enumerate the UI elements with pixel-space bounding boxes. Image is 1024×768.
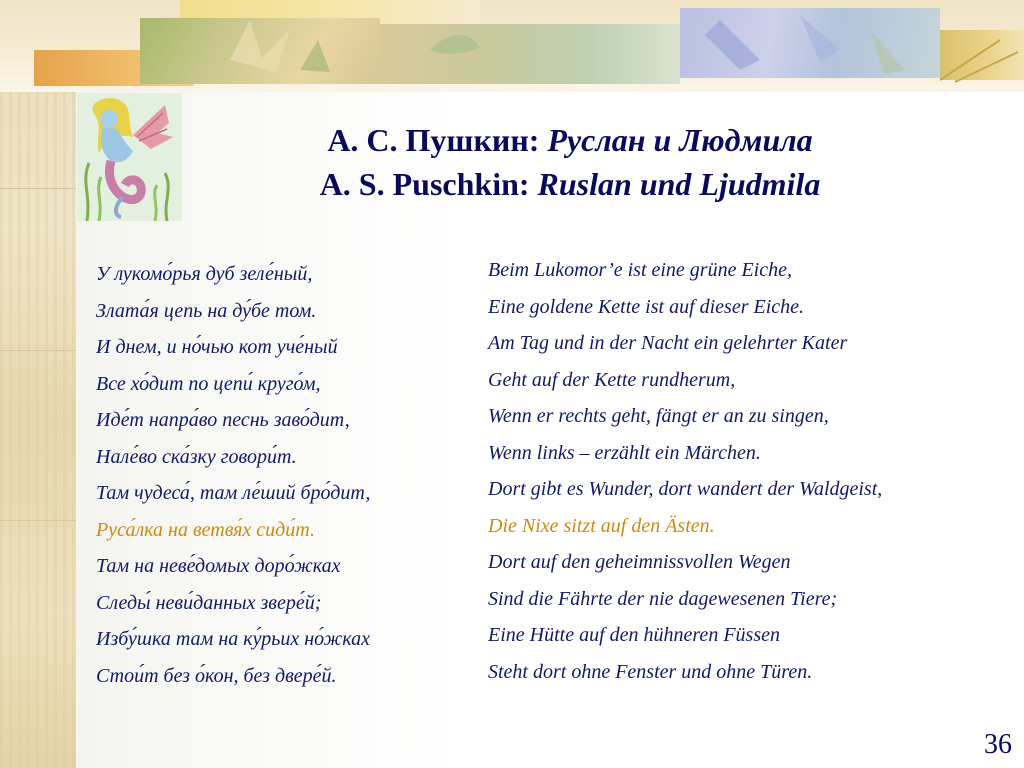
border-seam — [0, 520, 76, 521]
poem-line-highlight: Die Nixe sitzt auf den Ästen. — [488, 514, 715, 537]
poem-line: Dort gibt es Wunder, dort wandert der Waldgeist, — [488, 478, 883, 500]
title-de-work: Ruslan und Ljudmila — [537, 166, 821, 202]
poem-line: Иде́т напра́во песнь заво́дит, — [96, 409, 350, 431]
poem-line: Am Tag und in der Nacht ein gelehrter Kater — [488, 332, 848, 354]
poem-line: Все хо́дит по цепи́ круго́м, — [96, 372, 321, 395]
poem-line: Dort auf den geheimnissvollen Wegen — [488, 551, 791, 573]
poem-line: Eine Hütte auf den hühneren Füssen — [488, 624, 780, 646]
poem-line: Geht auf der Kette rundherum, — [488, 368, 736, 391]
poem-line: Eine goldene Kette ist auf dieser Eiche. — [488, 295, 805, 318]
mermaid-illustration — [77, 93, 182, 221]
poem-line: Wenn links – erzählt ein Märchen. — [488, 441, 761, 464]
poem-line: И днем, и но́чью кот уче́ный — [96, 336, 338, 358]
title-ru-author: А. С. Пушкин: — [327, 122, 548, 158]
poem-line: Там чудеса́, там ле́ший бро́дит, — [96, 482, 371, 504]
leaf-pattern — [0, 0, 1024, 92]
poem-line: Beim Lukomor’e ist eine grüne Eiche, — [488, 259, 792, 281]
slide-number: 36 — [984, 729, 1012, 760]
poem-line: Избу́шка там на ку́рьих но́жках — [96, 628, 370, 650]
border-seam — [0, 350, 76, 351]
poem-line-highlight: Руса́лка на ветвя́х сиди́т. — [96, 518, 315, 541]
title-german — [190, 162, 950, 206]
slide-title — [190, 118, 950, 206]
title-de-author: A. S. Puschkin: — [319, 166, 538, 202]
title-russian — [190, 118, 950, 162]
poem-line: Sind die Fährte der nie dagewesenen Tiere; — [488, 587, 838, 610]
parchment-border — [0, 0, 76, 768]
poem-line: Стои́т без о́кон, без двере́й. — [96, 664, 337, 687]
poem-line: Нале́во ска́зку говори́т. — [96, 445, 297, 468]
poem-line: Wenn er rechts geht, fängt er an zu singen, — [488, 405, 829, 427]
poem-german — [488, 252, 882, 690]
poem-line: Там на неве́домых доро́жках — [96, 555, 341, 577]
poem-line: У лукомо́рья дуб зеле́ный, — [96, 263, 313, 285]
poem-line: Steht dort ohne Fenster und ohne Türen. — [488, 660, 813, 683]
poem-line: Злата́я цепь на ду́бе том. — [96, 299, 317, 322]
border-seam — [0, 188, 76, 189]
mermaid-icon — [77, 93, 182, 221]
title-ru-work: Руслан и Людмила — [547, 122, 813, 158]
poem-line: Следы́ неви́данных звере́й; — [96, 591, 322, 614]
decorative-header-band — [0, 0, 1024, 92]
poem-russian — [96, 256, 370, 694]
